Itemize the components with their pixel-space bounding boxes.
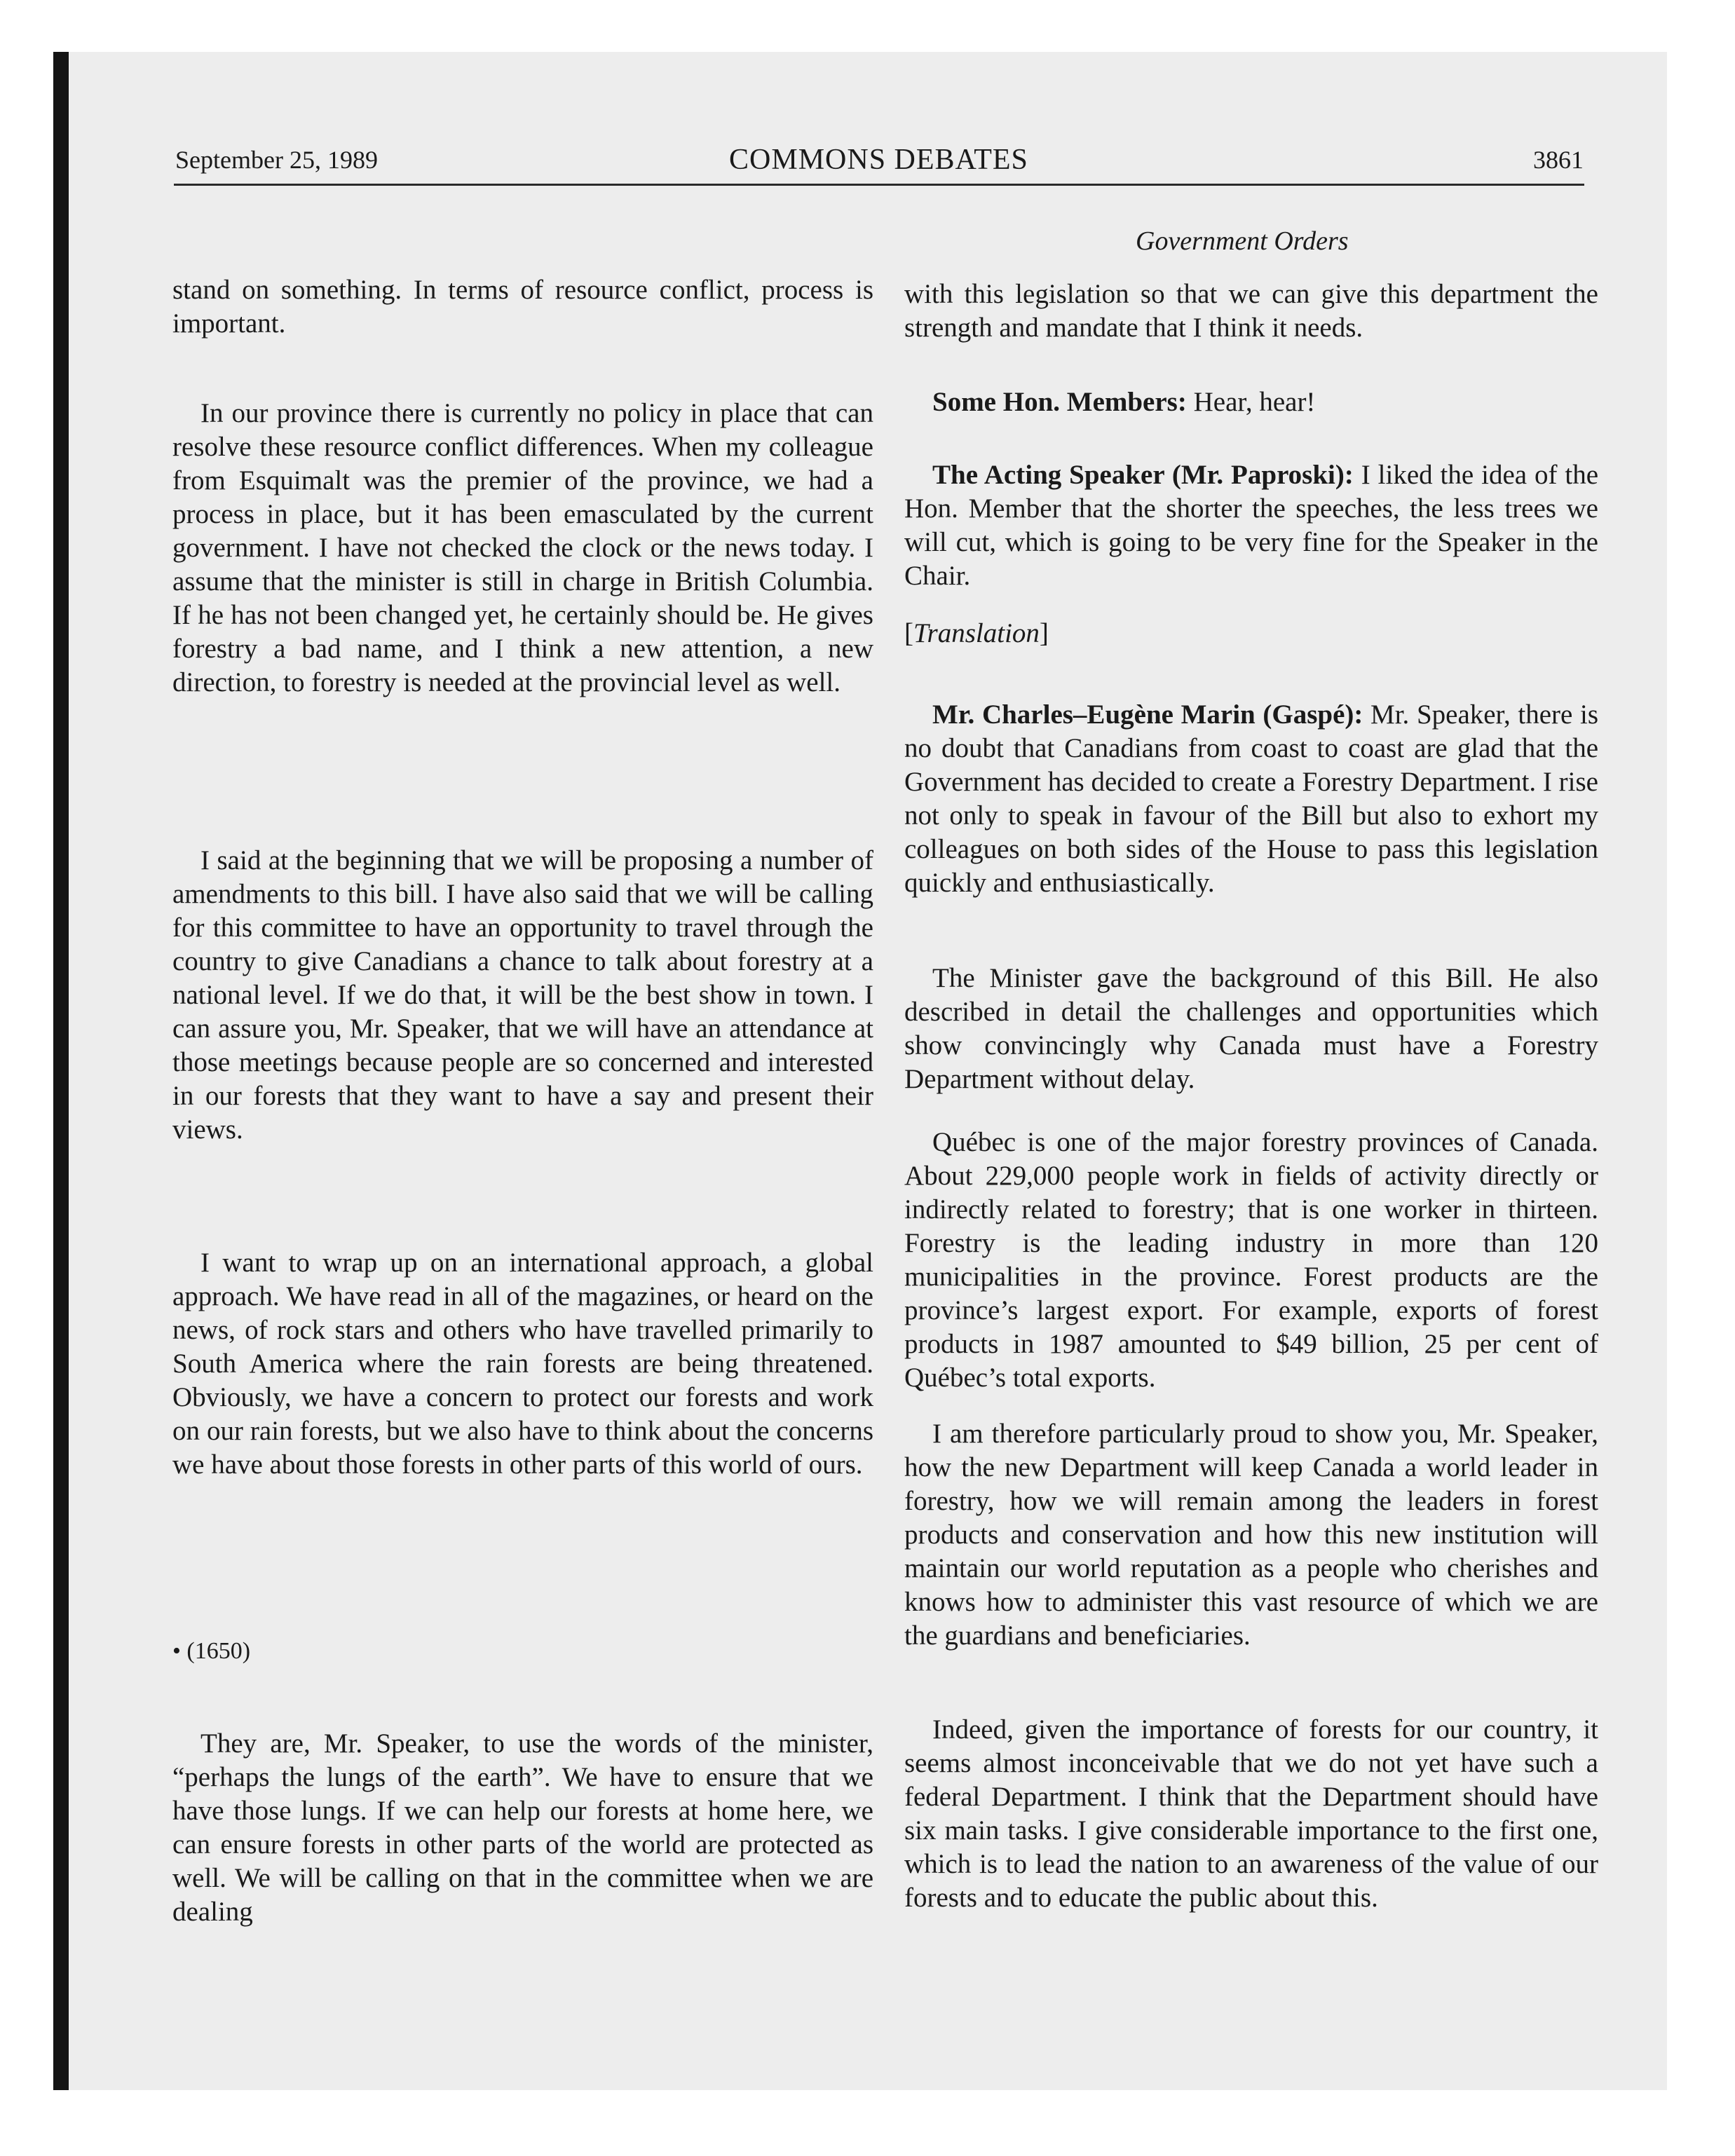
paragraph: They are, Mr. Speaker, to use the words of the minister, “perhaps the lungs of the earth”. We have to ensure that we have those lungs. If we can help our forests at home here, we can ensure forests in other parts of the world are protected as well. We will be calling on that in the committee when we are dealing <box>172 1728 873 1927</box>
speech-text: Hear, hear! <box>1186 387 1316 417</box>
translation-note: [Translation] <box>904 618 1049 648</box>
speaker-name: Some Hon. Members: <box>932 387 1187 417</box>
header-title: COMMONS DEBATES <box>729 144 1028 176</box>
section-label: Government Orders <box>1136 226 1349 256</box>
speaker-paragraph <box>904 386 1598 419</box>
header-rule <box>174 184 1584 186</box>
page-number: 3861 <box>1533 146 1584 174</box>
speaker-paragraph <box>904 698 1598 900</box>
paragraph: In our province there is currently no policy in place that can resolve these resource conflict differences. When my colleague from Esquimalt was the premier of the province, we had a process in place, but it has been emasculated by the current government. I have not checked the clock or the news today. I assume that the minister is still in charge in British Columbia. If he has not been changed yet, he certainly should be. He gives forestry a bad name, and I think a new attention, a new direction, to forestry is needed at the provincial level as well. <box>172 398 873 697</box>
speech-text: I liked the idea of the Hon. Member that the shorter the speeches, the less trees we will cut, which is going to be very fine for the Speaker in the Chair. <box>904 460 1599 591</box>
binding-shadow <box>53 52 69 2090</box>
paragraph: I said at the beginning that we will be proposing a number of amendments to this bill. I have also said that we will be calling for this committee to have an opportunity to travel through the country to give Canadians a chance to talk about forestry at a national level. If we do that, it will be the best show in town. I can assure you, Mr. Speaker, that we will have an attendance at those meetings because people are so concerned and interested in our forests that they want to have a say and present their views. <box>172 845 873 1145</box>
time-marker: • (1650) <box>172 1638 251 1664</box>
paragraph: with this legislation so that we can give this department the strength and mandate that I think it needs. <box>904 279 1598 343</box>
speech-text: Mr. Speaker, there is no doubt that Canadians from coast to coast are glad that the Government has decided to create a Forestry Department. I rise not only to speak in favour of the Bill but also to exhort my colleagues on both sides of the House to pass this legislation quickly and enthusiastically. <box>904 700 1598 898</box>
speaker-paragraph <box>904 458 1598 593</box>
paragraph: Québec is one of the major forestry provinces of Canada. About 229,000 people work in fields of activity directly or indirectly related to forestry; that is one worker in thirteen. Forestry is the leading industry in more than 120 municipalities in the province. Forest products are the province’s largest export. For example, exports of forest products in 1987 amounted to $49 billion, 25 per cent of Québec’s total exports. <box>904 1127 1598 1393</box>
paragraph: I want to wrap up on an international approach, a global approach. We have read in all of the magazines, or heard on the news, of rock stars and others who have travelled primarily to South America where the rain forests are being threatened. Obviously, we have a concern to protect our forests and work on our rain forests, but we also have to think about the concerns we have about those forests in other parts of this world of ours. <box>172 1248 873 1480</box>
speaker-name: Mr. Charles–Eugène Marin (Gaspé): <box>932 700 1363 730</box>
paragraph: stand on something. In terms of resource conflict, process is important. <box>172 275 873 339</box>
paragraph: The Minister gave the background of this Bill. He also described in detail the challenges and opportunities which show convincingly why Canada must have a Forestry Department without delay. <box>904 963 1598 1094</box>
speaker-name: The Acting Speaker (Mr. Paproski): <box>932 460 1354 490</box>
paragraph: Indeed, given the importance of forests for our country, it seems almost inconceivable that we do not yet have such a federal Department. I think that the Department should have six main tasks. I give considerable importance to the first one, which is to lead the nation to an awareness of the value of our forests and to educate the public about this. <box>904 1714 1598 1913</box>
paragraph: I am therefore particularly proud to show you, Mr. Speaker, how the new Department will keep Canada a world leader in forestry, how we will remain among the leaders in forest products and conservation and how this new institution will maintain our world reputation as a people who cherishes and knows how to administer this vast resource of which we are the guardians and beneficiaries. <box>904 1419 1598 1651</box>
header-date: September 25, 1989 <box>175 146 378 174</box>
